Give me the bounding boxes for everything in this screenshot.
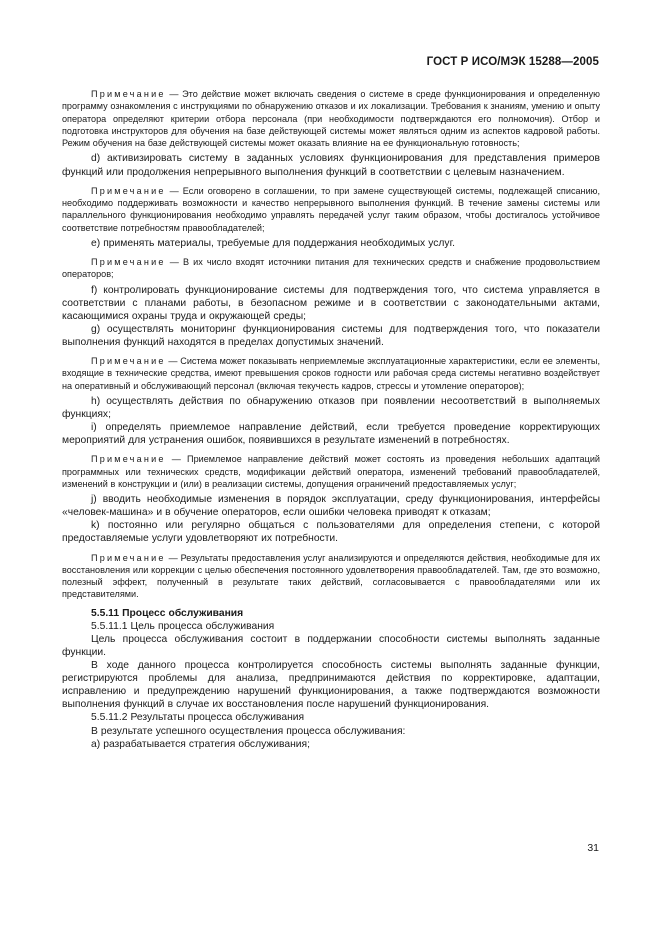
subsection-title: 5.5.11.1 Цель процесса обслуживания bbox=[91, 620, 275, 632]
note-text: — Приемлемое направление действий может состоять из проведения небольших адаптаций программных или технических средств, модификации действий оператора, изменений требований правообладателей, изменений в конструкции и (или) в реализации системы, допущения ограничений предоставляемых услуг; bbox=[62, 454, 600, 489]
subsection-title: 5.5.11.2 Результаты процесса обслуживания bbox=[91, 712, 305, 724]
note-paragraph bbox=[62, 256, 600, 281]
list-item-k: k) постоянно или регулярно общаться с пользователями для определения степени, с которой предоставляемые услуги удовлетворяют их потребности. bbox=[62, 520, 600, 545]
note-paragraph bbox=[62, 185, 600, 234]
note-label: Примечание bbox=[91, 552, 166, 563]
document-body bbox=[62, 88, 600, 751]
body-paragraph: В ходе данного процесса контролируется способность системы выполнять заданные функции, регистрируются проблемы для анализа, предпринимаются действия по корректировке, адаптации, исправлению и предупреждению нарушений функционирования, а также подтверждаются возможности выполнения функций в случае их восстановления после нарушений функционирования. bbox=[62, 660, 600, 711]
section-heading: 5.5.11 Процесс обслуживания bbox=[91, 607, 244, 619]
note-paragraph bbox=[62, 552, 600, 601]
note-paragraph bbox=[62, 88, 600, 149]
list-item-a: a) разрабатывается стратегия обслуживания; bbox=[91, 738, 310, 750]
list-item-i: i) определять приемлемое направление действий, если требуется проведение корректирующих мероприятий для устранения ошибок, появившихся в результате изменений в потребностях. bbox=[62, 422, 600, 447]
document-code-header: ГОСТ Р ИСО/МЭК 15288—2005 bbox=[426, 56, 599, 68]
note-text: — Если оговорено в соглашении, то при замене существующей системы, подлежащей списанию, необходимо поддерживать возможности и качество непрерывного выполнения функций. В течение замены системы или параллельного функционирования необходимо управлять передачей услуг таким образом, чтобы достигалось устойчивое соответствие потребностям правообладателей; bbox=[62, 185, 600, 233]
note-text: — Система может показывать неприемлемые эксплуатационные характеристики, если ее элементы, входящие в технические средства, имеют превышения сроков годности или рабочая среда системы негативно воздействует на оперативный и обслуживающий персонал (включая текучесть кадров, стрессы и утомление операторов); bbox=[62, 356, 600, 391]
body-paragraph: Цель процесса обслуживания состоит в поддержании способности системы выполнять заданные функции. bbox=[62, 633, 600, 659]
note-paragraph bbox=[62, 355, 600, 392]
list-item-j: j) вводить необходимые изменения в порядок эксплуатации, среду функционирования, интерфейсы «человек-машина» и в обучение операторов, если ошибки человека приводят к отказам; bbox=[62, 494, 600, 519]
note-text: — Это действие может включать сведения о системе в среде функционирования и определенную программу ознакомления с инструкциями по обнаружению отказов и их локализации. Требования к знаниям, умению и опыту оператора определяют критерии отбора персонала (при необходимости подтверждаются его полномочия). Отбор и подготовка инструкторов для обучения на базе действующей системы может являться одним из аспектов кадровой работы. Режим обучения на базе действующей системы может оказать влияние на ее функциональную готовность; bbox=[62, 89, 600, 149]
note-label: Примечание bbox=[91, 356, 166, 367]
page-number: 31 bbox=[587, 842, 599, 854]
note-text: — В их число входят источники питания для технических средств и снабжение продовольствием операторов; bbox=[62, 256, 600, 280]
list-item-h: h) осуществлять действия по обнаружению отказов при появлении несоответствий в выполняемых функциях; bbox=[62, 395, 600, 420]
note-paragraph bbox=[62, 453, 600, 490]
note-label: Примечание bbox=[91, 89, 166, 99]
note-label: Примечание bbox=[91, 454, 166, 465]
list-item-e: e) применять материалы, требуемые для поддержания необходимых услуг. bbox=[91, 237, 455, 249]
note-label: Примечание bbox=[91, 256, 166, 267]
note-label: Примечание bbox=[91, 185, 166, 196]
body-paragraph: В результате успешного осуществления процесса обслуживания: bbox=[91, 725, 406, 737]
list-item-g: g) осуществлять мониторинг функционирования системы для подтверждения того, что показатели выполнения функций находятся в пределах допустимых значений. bbox=[62, 323, 600, 348]
list-item-d: d) активизировать систему в заданных условиях функционирования для представления примеров функций или продолжения непрерывного выполнения функций в соответствии с целевым назначением. bbox=[62, 153, 600, 178]
note-text: — Результаты предоставления услуг анализируются и определяются действия, необходимые для их восстановления или коррекции с целью обеспечения постоянного удовлетворения правообладателей. Там, где это возможно, полезный эффект, полученный в результате таких действий, согласовывается с правообладателями или их представителями. bbox=[62, 552, 600, 600]
list-item-f: f) контролировать функционирование системы для подтверждения того, что система управляется в соответствии с планами работы, в безопасном режиме и в соответствии с законодательными актами, касающимися охраны труда и окружающей среды; bbox=[62, 284, 600, 322]
